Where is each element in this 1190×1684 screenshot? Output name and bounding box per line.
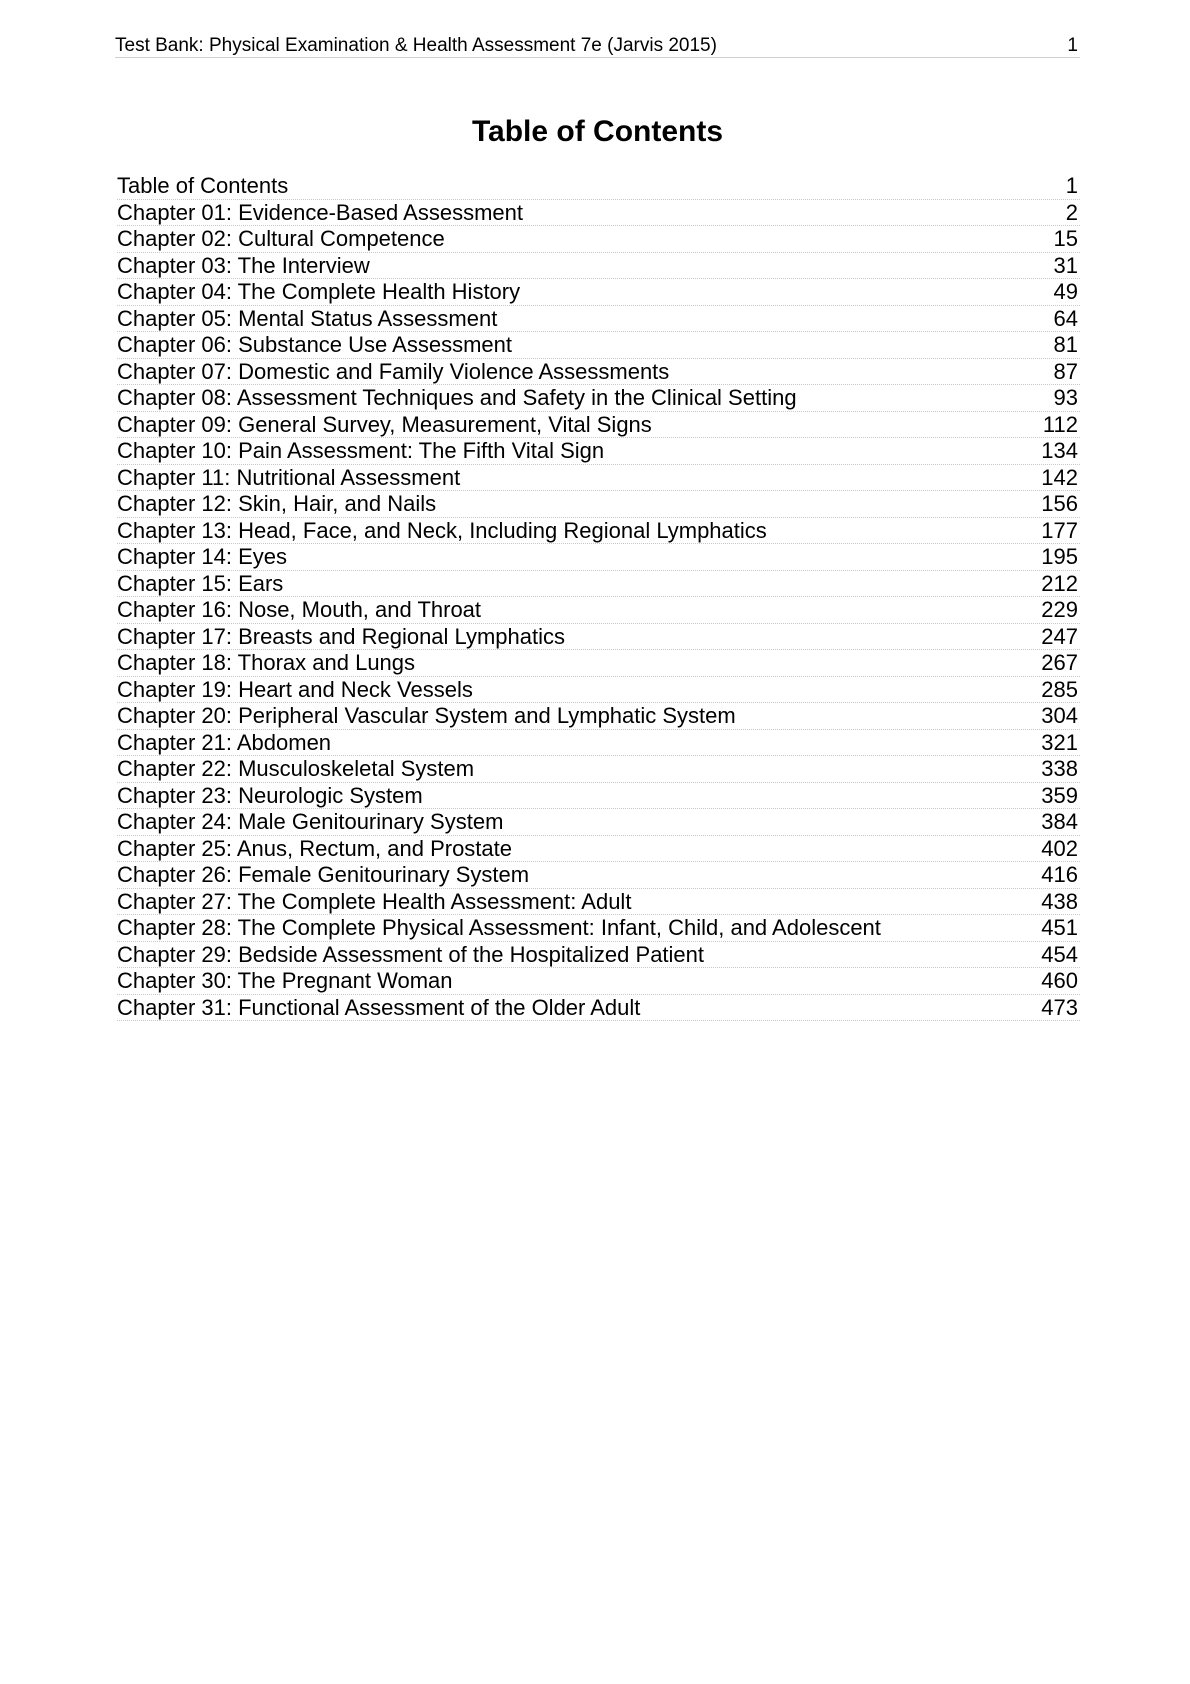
toc-entry[interactable] xyxy=(117,942,1080,969)
toc-entry[interactable] xyxy=(117,862,1080,889)
toc-entry-label: Table of Contents xyxy=(117,173,289,198)
toc-entry-page-number: 2 xyxy=(1065,199,1078,225)
toc-entry[interactable] xyxy=(117,730,1080,757)
toc-entry-label: Chapter 26: Female Genitourinary System xyxy=(117,862,530,887)
toc-entry-page-number: 384 xyxy=(1041,809,1078,834)
toc-entry-page-number: 451 xyxy=(1041,915,1078,940)
toc-entry-page-number: 285 xyxy=(1041,676,1078,702)
toc-entry-label: Chapter 08: Assessment Techniques and Safety in the Clinical Setting xyxy=(117,385,797,410)
toc-entry-page-number: 212 xyxy=(1041,570,1078,596)
toc-entry-page-number: 31 xyxy=(1053,252,1078,278)
toc-entry-label: Chapter 25: Anus, Rectum, and Prostate xyxy=(117,835,513,861)
toc-entry-page-number: 416 xyxy=(1041,862,1078,887)
toc-entry-page-number: 267 xyxy=(1041,650,1078,675)
toc-entry-page-number: 304 xyxy=(1041,703,1078,728)
toc-entry[interactable] xyxy=(117,597,1080,624)
toc-entry-page-number: 321 xyxy=(1041,729,1078,755)
toc-entry[interactable] xyxy=(117,359,1080,386)
toc-entry-label: Chapter 23: Neurologic System xyxy=(117,782,423,808)
toc-entry[interactable] xyxy=(117,756,1080,783)
toc-entry-label: Chapter 27: The Complete Health Assessment: Adult xyxy=(117,888,632,914)
toc-entry-page-number: 229 xyxy=(1041,597,1078,622)
toc-entry-page-number: 93 xyxy=(1053,385,1078,410)
toc-entry-label: Chapter 06: Substance Use Assessment xyxy=(117,332,512,357)
toc-entry-page-number: 15 xyxy=(1053,226,1078,251)
toc-entry-label: Chapter 10: Pain Assessment: The Fifth Vital Sign xyxy=(117,438,605,463)
toc-entry[interactable] xyxy=(117,279,1080,306)
toc-entry-label: Chapter 21: Abdomen xyxy=(117,729,332,755)
toc-entry[interactable] xyxy=(117,703,1080,730)
toc-entry-page-number: 142 xyxy=(1041,464,1078,490)
toc-entry-label: Chapter 19: Heart and Neck Vessels xyxy=(117,676,473,702)
toc-entry[interactable] xyxy=(117,677,1080,704)
toc-entry[interactable] xyxy=(117,465,1080,492)
toc-entry-page-number: 247 xyxy=(1041,623,1078,649)
toc-entry-label: Chapter 30: The Pregnant Woman xyxy=(117,968,453,993)
toc-entry-page-number: 438 xyxy=(1041,888,1078,914)
header-title: Test Bank: Physical Examination & Health Assessment 7e (Jarvis 2015) xyxy=(115,35,717,56)
toc-entry-label: Chapter 22: Musculoskeletal System xyxy=(117,756,475,781)
toc-entry-label: Chapter 15: Ears xyxy=(117,570,284,596)
toc-entry[interactable] xyxy=(117,412,1080,439)
toc-entry-page-number: 134 xyxy=(1041,438,1078,463)
toc-entry-page-number: 473 xyxy=(1041,994,1078,1020)
toc-entry-label: Chapter 31: Functional Assessment of the Older Adult xyxy=(117,994,641,1020)
toc-entry[interactable] xyxy=(117,915,1080,942)
toc-entry[interactable] xyxy=(117,968,1080,995)
toc-entry-page-number: 81 xyxy=(1053,332,1078,357)
toc-entry[interactable] xyxy=(117,306,1080,333)
toc-entry-page-number: 195 xyxy=(1041,544,1078,569)
header-page-number: 1 xyxy=(1067,35,1078,56)
toc-entry-label: Chapter 20: Peripheral Vascular System and Lymphatic System xyxy=(117,703,736,728)
toc-entry[interactable] xyxy=(117,173,1080,200)
toc-entry-label: Chapter 13: Head, Face, and Neck, Including Regional Lymphatics xyxy=(117,517,767,543)
toc-entry-label: Chapter 01: Evidence-Based Assessment xyxy=(117,199,524,225)
toc-entry-label: Chapter 09: General Survey, Measurement, Vital Signs xyxy=(117,411,652,437)
toc-entry[interactable] xyxy=(117,995,1080,1022)
toc-entry[interactable] xyxy=(117,571,1080,598)
toc-entry[interactable] xyxy=(117,836,1080,863)
toc-entry-page-number: 338 xyxy=(1041,756,1078,781)
toc-entry-label: Chapter 28: The Complete Physical Assessment: Infant, Child, and Adolescent xyxy=(117,915,881,940)
toc-entry[interactable] xyxy=(117,889,1080,916)
toc-entry-label: Chapter 03: The Interview xyxy=(117,252,370,278)
toc-entry[interactable] xyxy=(117,226,1080,253)
toc-entry-page-number: 177 xyxy=(1041,517,1078,543)
toc-entry-page-number: 1 xyxy=(1065,173,1078,198)
toc-entry[interactable] xyxy=(117,200,1080,227)
toc-entry-page-number: 454 xyxy=(1041,941,1078,967)
toc-entry-page-number: 460 xyxy=(1041,968,1078,993)
toc-entry[interactable] xyxy=(117,624,1080,651)
toc-entry-label: Chapter 16: Nose, Mouth, and Throat xyxy=(117,597,482,622)
toc-entry-label: Chapter 18: Thorax and Lungs xyxy=(117,650,416,675)
toc-list xyxy=(117,173,1080,1021)
toc-entry[interactable] xyxy=(117,491,1080,518)
toc-entry-label: Chapter 24: Male Genitourinary System xyxy=(117,809,504,834)
toc-entry-page-number: 156 xyxy=(1041,491,1078,516)
toc-entry-label: Chapter 05: Mental Status Assessment xyxy=(117,305,498,331)
toc-entry[interactable] xyxy=(117,253,1080,280)
toc-entry[interactable] xyxy=(117,650,1080,677)
toc-entry-label: Chapter 07: Domestic and Family Violence Assessments xyxy=(117,358,670,384)
toc-entry[interactable] xyxy=(117,809,1080,836)
toc-entry-label: Chapter 29: Bedside Assessment of the Hospitalized Patient xyxy=(117,941,705,967)
toc-entry[interactable] xyxy=(117,783,1080,810)
running-header xyxy=(115,35,1080,58)
toc-entry-page-number: 402 xyxy=(1041,835,1078,861)
toc-entry-label: Chapter 12: Skin, Hair, and Nails xyxy=(117,491,437,516)
toc-entry-page-number: 64 xyxy=(1053,305,1078,331)
toc-entry[interactable] xyxy=(117,332,1080,359)
toc-entry[interactable] xyxy=(117,438,1080,465)
toc-entry-page-number: 87 xyxy=(1053,358,1078,384)
toc-entry-label: Chapter 04: The Complete Health History xyxy=(117,279,521,304)
toc-entry[interactable] xyxy=(117,544,1080,571)
toc-entry[interactable] xyxy=(117,518,1080,545)
toc-entry-page-number: 112 xyxy=(1042,411,1078,437)
toc-entry-label: Chapter 11: Nutritional Assessment xyxy=(117,464,461,490)
page-title: Table of Contents xyxy=(471,115,724,148)
toc-entry-label: Chapter 17: Breasts and Regional Lymphatics xyxy=(117,623,565,649)
toc-entry-page-number: 49 xyxy=(1053,279,1078,304)
toc-entry-page-number: 359 xyxy=(1041,782,1078,808)
toc-entry[interactable] xyxy=(117,385,1080,412)
toc-entry-label: Chapter 02: Cultural Competence xyxy=(117,226,445,251)
toc-entry-label: Chapter 14: Eyes xyxy=(117,544,287,569)
